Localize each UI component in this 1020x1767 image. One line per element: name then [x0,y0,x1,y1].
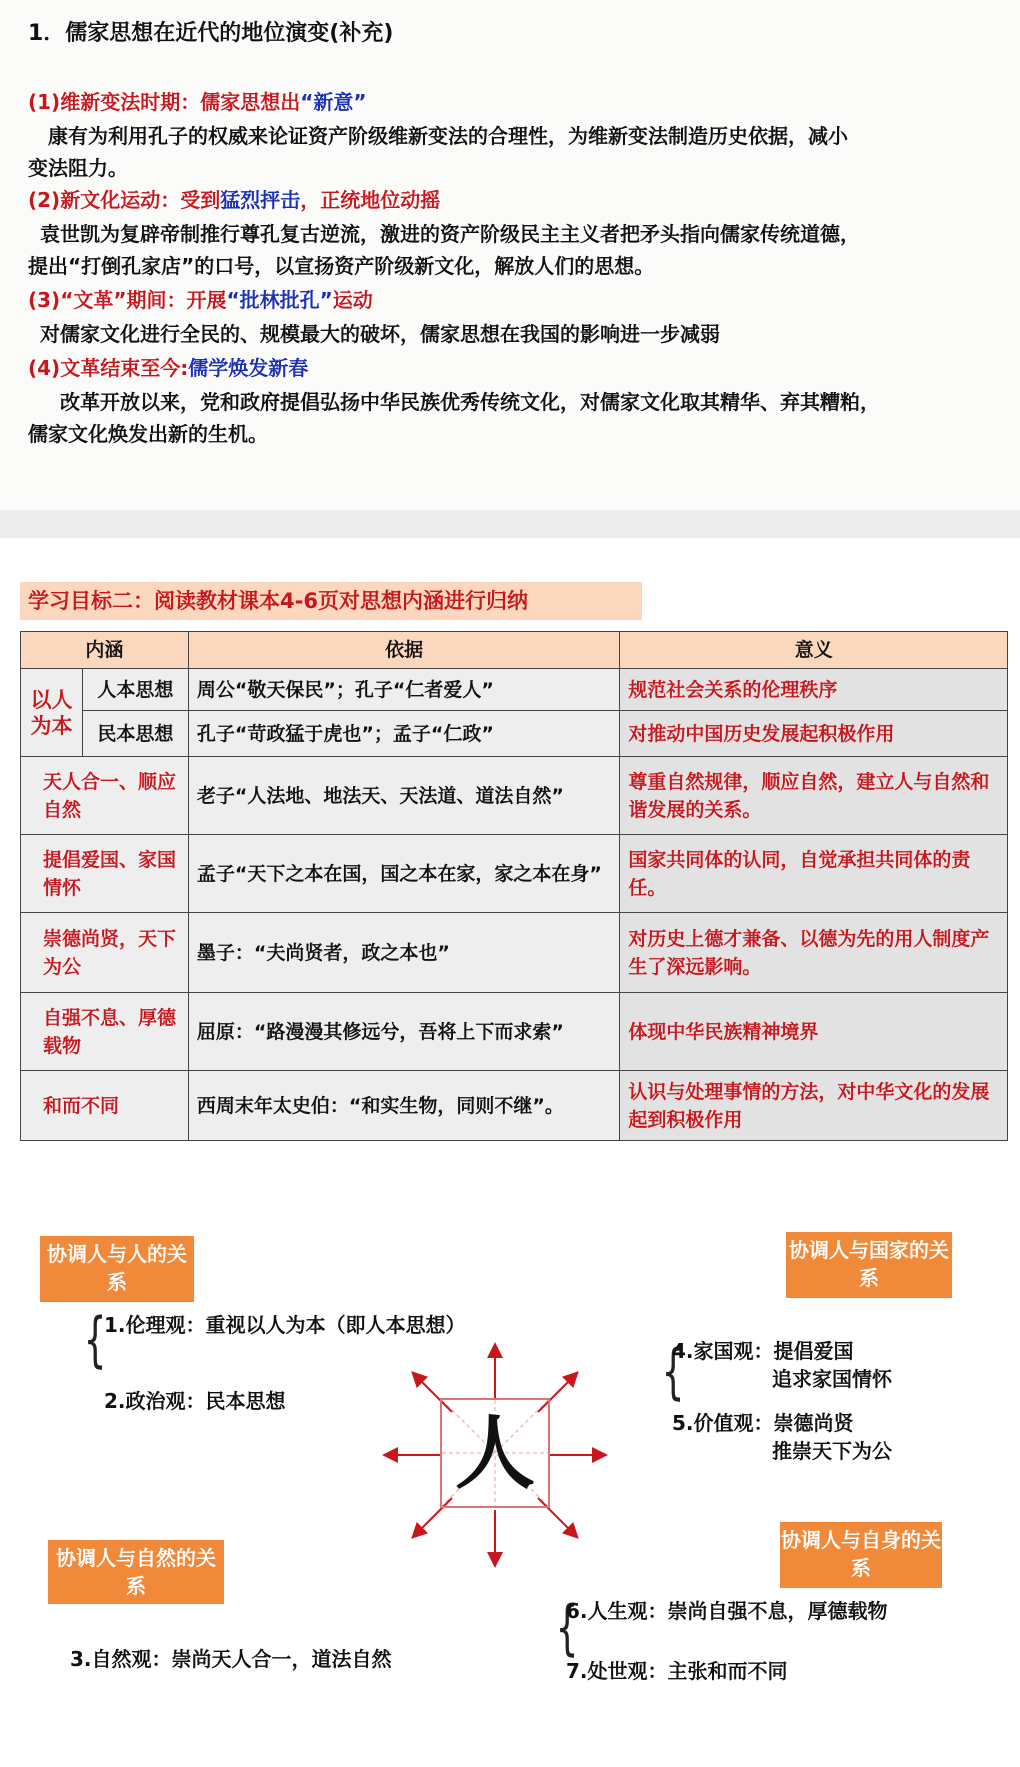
item-4-highlight: 儒学焕发新春 [188,356,309,380]
meaning-cell: 体现中华民族精神境界 [620,993,1008,1071]
item-nation-view: 4.家国观：提倡爱国 [672,1339,854,1363]
basis-cell: 孔子“苛政猛于虎也”；孟子“仁政” [188,711,620,757]
meaning-cell: 尊重自然规律，顺应自然，建立人与自然和谐发展的关系。 [620,757,1008,835]
table-header-row [21,632,1008,669]
item-3-highlight: “批林批孔” [226,288,333,312]
header-connotation: 内涵 [21,632,189,669]
goal-title: 学习目标二：阅读教材课本4-6页对思想内涵进行归纳 [20,582,642,620]
basis-cell: 墨子：“夫尚贤者，政之本也” [188,913,620,993]
box-nation-relation: 协调人与国家的关系 [786,1232,952,1298]
item-3-heading [28,284,373,316]
box-nature-relation: 协调人与自然的关系 [48,1540,224,1604]
meaning-cell: 国家共同体的认同，自觉承担共同体的责任。 [620,835,1008,913]
item-2-highlight: 猛烈抨击 [220,188,301,212]
basis-cell: 孟子“天下之本在国，国之本在家，家之本在身” [188,835,620,913]
brace-left-top: { [83,1305,107,1375]
basis-cell: 周公“敬天保民”；孔子“仁者爱人” [188,669,620,711]
section-title: 1．儒家思想在近代的地位演变(补充) [28,21,394,46]
content-table [20,631,1008,1141]
basis-cell: 屈原：“路漫漫其修远兮，吾将上下而求索” [188,993,620,1071]
item-nature-view: 3.自然观：崇尚天人合一，道法自然 [70,1647,392,1671]
meaning-cell: 对历史上德才兼备、以德为先的用人制度产生了深远影响。 [620,913,1008,993]
history-section [0,0,1020,510]
item-2-head-tail: ，正统地位动摇 [300,188,441,212]
item-2-head-text: (2)新文化运动：受到 [28,188,221,212]
box-self-relation: 协调人与自身的关系 [780,1522,942,1588]
item-1-highlight: “新意” [300,90,367,114]
item-1-head-text: (1)维新变法时期：儒家思想出 [28,90,301,114]
basis-cell: 西周末年太史伯：“和实生物，同则不继”。 [188,1071,620,1141]
item-2-body-line-2: 提出“打倒孔家店”的口号，以宣扬资产阶级新文化，解放人们的思想。 [28,254,655,278]
section-divider [0,510,1020,538]
basis-cell: 老子“人法地、地法天、天法道、道法自然” [188,757,620,835]
connotation-cell: 天人合一、顺应自然 [21,757,189,835]
item-conduct-view: 7.处世观：主张和而不同 [566,1659,788,1683]
sub-label: 民本思想 [82,711,188,757]
table-row [21,913,1008,993]
table-row [21,1071,1008,1141]
box-person-relation: 协调人与人的关系 [40,1236,194,1302]
item-ethics: 1.伦理观：重视以人为本（即人本思想） [104,1313,466,1337]
item-2-heading [28,184,440,216]
item-3-head-text: (3)“文革”期间：开展 [28,288,227,312]
item-life-view: 6.人生观：崇尚自强不息，厚德载物 [566,1599,888,1623]
table-row [21,835,1008,913]
item-3-body-line-1: 对儒家文化进行全民的、规模最大的破坏，儒家思想在我国的影响进一步减弱 [40,322,720,346]
connotation-cell: 和而不同 [21,1071,189,1141]
header-meaning: 意义 [620,632,1008,669]
item-4-head-text: (4)文革结束至今: [28,356,189,380]
table-row [21,669,1008,711]
item-nation-view-2: 追求家国情怀 [772,1367,892,1391]
item-value-view-2: 推崇天下为公 [772,1439,892,1463]
table-row [21,993,1008,1071]
table-row [21,711,1008,757]
meaning-cell: 规范社会关系的伦理秩序 [620,669,1008,711]
item-1-heading [28,86,367,118]
item-1-body-line-2: 变法阻力。 [28,156,128,180]
meaning-cell: 对推动中国历史发展起积极作用 [620,711,1008,757]
center-character: 人 [455,1406,535,1500]
table-row [21,757,1008,835]
header-basis: 依据 [188,632,620,669]
item-1-body-line-1: 康有为利用孔子的权威来论证资产阶级维新变法的合理性，为维新变法制造历史依据，减小 [48,124,848,148]
item-4-heading [28,352,308,384]
meaning-cell: 认识与处理事情的方法，对中华文化的发展起到积极作用 [620,1071,1008,1141]
item-politics: 2.政治观：民本思想 [104,1389,286,1413]
brace-right-top: { [661,1337,685,1407]
connotation-cell: 崇德尚贤，天下为公 [21,913,189,993]
item-2-body-line-1: 袁世凯为复辟帝制推行尊孔复古逆流，激进的资产阶级民主主义者把矛头指向儒家传统道德， [40,222,860,246]
sub-label: 人本思想 [82,669,188,711]
group-label: 以人为本 [21,669,83,757]
character-grid [440,1398,550,1508]
brace-right-bottom: { [555,1593,579,1663]
item-4-body-line-1: 改革开放以来，党和政府提倡弘扬中华民族优秀传统文化，对儒家文化取其精华、弃其糟粕， [60,390,880,414]
connotation-cell: 提倡爱国、家国情怀 [21,835,189,913]
item-value-view: 5.价值观：崇德尚贤 [672,1411,854,1435]
item-3-head-tail: 运动 [332,288,373,312]
connotation-cell: 自强不息、厚德载物 [21,993,189,1071]
item-4-body-line-2: 儒家文化焕发出新的生机。 [28,422,268,446]
